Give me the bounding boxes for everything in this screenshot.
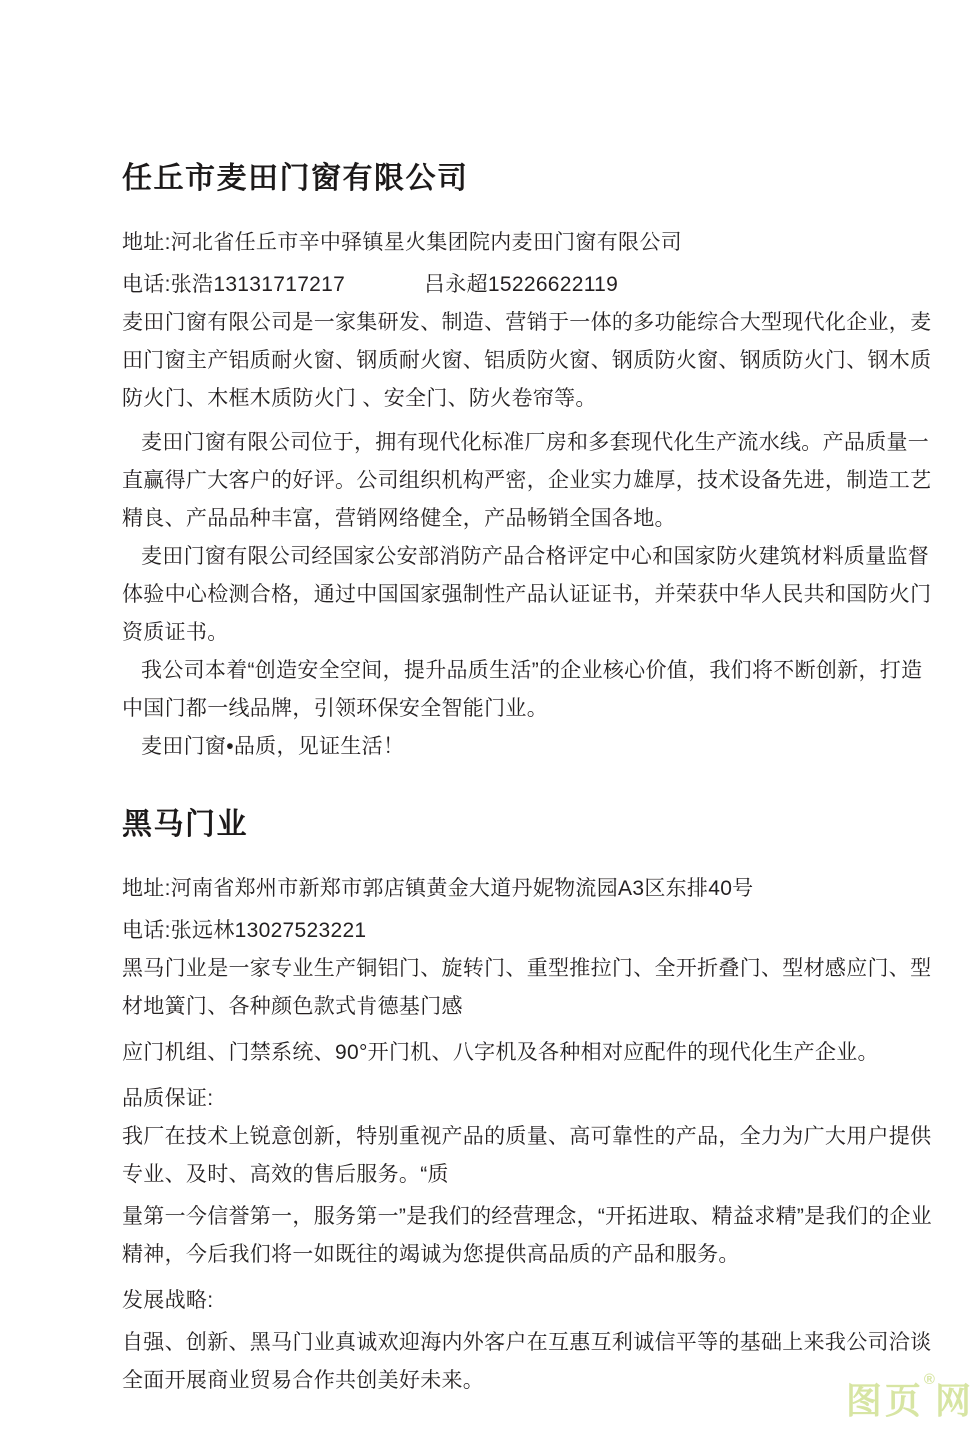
company1-intro-paragraph: 麦田门窗有限公司是一家集研发、制造、营销于一体的多功能综合大型现代化企业，麦田门窗主产铝质耐火窗、钢质耐火窗、铝质防火窗、钢质防火窗、钢质防火门、钢木质防火门、木框木质防火门 、安全门、防火卷帘等。 [122, 311, 932, 410]
company1-address: 地址:河北省任丘市辛中驿镇星火集团院内麦田门窗有限公司 [122, 231, 682, 254]
company1-phone-contact-1: 电话:张浩13131717217 [122, 273, 346, 296]
company1-certification-paragraph: 麦田门窗有限公司经国家公安部消防产品合格评定中心和国家防火建筑材料质量监督体验中心检测合格，通过中国国家强制性产品认证证书，并荣获中华人民共和国防火门资质证书。 [122, 545, 932, 644]
company1-phone-line [122, 266, 934, 304]
company2-address: 地址:河南省郑州市新郑市郭店镇黄金大道丹妮物流园A3区东排40号 [122, 877, 754, 900]
company2-intro-paragraph-2: 应门机组、门禁系统、90°开门机、八字机及各种相对应配件的现代化生产企业。 [122, 1041, 879, 1064]
watermark-text-left: 图页 [845, 1380, 924, 1421]
company2-strategy-heading: 发展战略: [122, 1289, 214, 1312]
company1-values-paragraph: 我公司本着“创造安全空间，提升品质生活”的企业核心价值，我们将不断创新，打造中国门都一线品牌，引领环保安全智能门业。 [122, 659, 923, 720]
registered-trademark-icon: ® [923, 1371, 935, 1388]
watermark-text-right: 网 [934, 1380, 974, 1421]
company1-section [122, 162, 934, 766]
company1-phone-contact-2: 吕永超15226622119 [424, 273, 619, 296]
company2-quality-paragraph-2: 量第一今信誉第一，服务第一”是我们的经营理念，“开拓进取、精益求精”是我们的企业精神，今后我们将一如既往的竭诚为您提供高品质的产品和服务。 [122, 1205, 932, 1266]
company2-phone-line: 电话:张远林13027523221 [122, 919, 367, 942]
company2-title: 黑马门业 [122, 808, 248, 841]
company2-quality-paragraph-1: 我厂在技术上锐意创新，特别重视产品的质量、高可靠性的产品，全力为广大用户提供专业、及时、高效的售后服务。“质 [122, 1125, 932, 1186]
company1-slogan: 麦田门窗•品质，见证生活！ [141, 735, 405, 758]
watermark-logo [845, 1371, 974, 1421]
company1-title: 任丘市麦田门窗有限公司 [122, 162, 469, 195]
company2-section [122, 808, 934, 1400]
company2-quality-heading: 品质保证: [122, 1087, 214, 1110]
company1-facility-paragraph: 麦田门窗有限公司位于，拥有现代化标准厂房和多套现代化生产流水线。产品质量一直赢得广大客户的好评。公司组织机构严密，企业实力雄厚，技术设备先进，制造工艺精良、产品品种丰富，营销网络健全，产品畅销全国各地。 [122, 431, 932, 530]
document-body [122, 162, 934, 1400]
company2-intro-paragraph-1: 黑马门业是一家专业生产铜铝门、旋转门、重型推拉门、全开折叠门、型材感应门、型材地簧门、各种颜色款式肯德基门感 [122, 957, 932, 1018]
company2-strategy-paragraph: 自强、创新、黑马门业真诚欢迎海内外客户在互惠互利诚信平等的基础上来我公司洽谈全面开展商业贸易合作共创美好未来。 [122, 1331, 932, 1392]
